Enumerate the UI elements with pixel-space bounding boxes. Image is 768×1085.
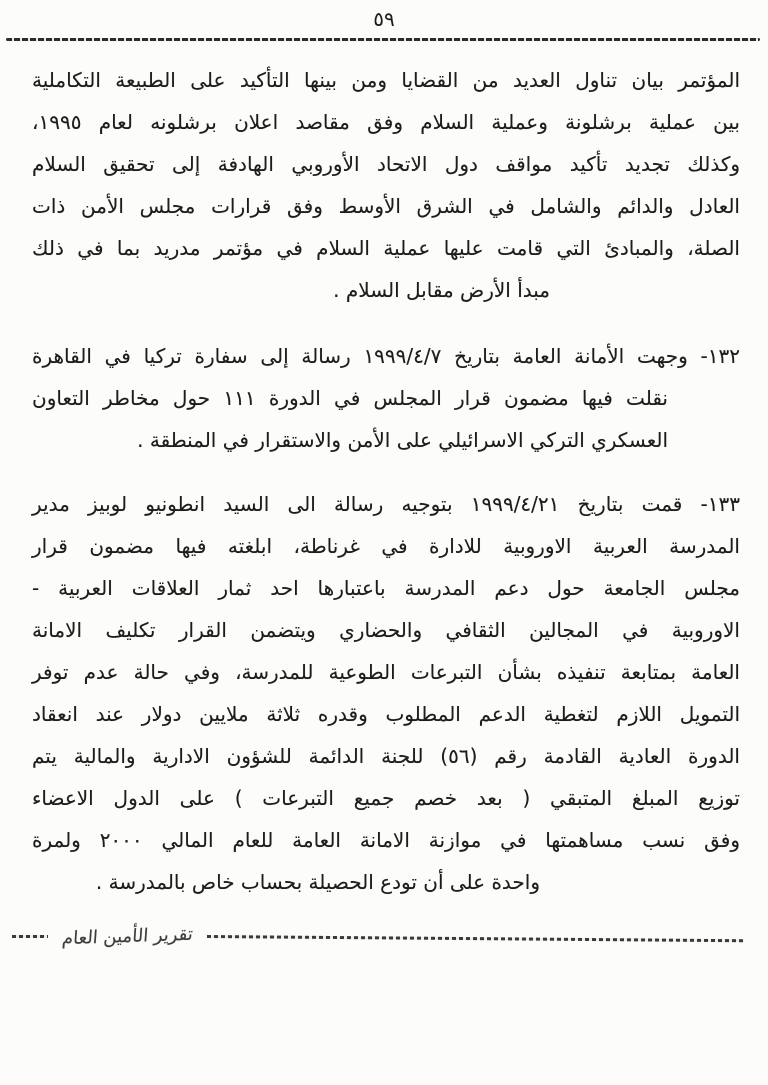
- paragraph-intro-continuation: [32, 59, 740, 311]
- footer-dashed-rule: [207, 935, 744, 942]
- text-line: وكذلك تجديد تأكيد مواقف دول الاتحاد الأوروبي الهادفة إلى تحقيق السلام: [32, 152, 740, 176]
- text-line: مبدأ الأرض مقابل السلام .: [333, 278, 550, 302]
- text-line: الاوروبية في المجالين الثقافي والحضاري ويتضمن القرار تكليف الامانة: [32, 618, 740, 642]
- text-line: المدرسة العربية الاوروبية للادارة في غرناطة، ابلغته فيها مضمون قرار: [32, 534, 740, 558]
- paragraph-item-133: [32, 483, 740, 903]
- paragraph-item-132: [32, 335, 740, 461]
- text-line: واحدة على أن تودع الحصيلة بحساب خاص بالمدرسة .: [95, 870, 540, 894]
- header-divider-line: [6, 38, 760, 41]
- text-line: بين عملية برشلونة وعملية السلام وفق مقاصد اعلان برشلونه لعام ١٩٩٥،: [32, 110, 740, 134]
- page-number: ٥٩: [373, 7, 395, 31]
- text-line: العامة بمتابعة تنفيذه بشأن التبرعات الطوعية للمدرسة، وفي حالة عدم توفر: [32, 660, 740, 684]
- footer-handwritten-caption: تقرير الأمين العام: [61, 923, 194, 950]
- text-line: التمويل اللازم لتغطية الدعم المطلوب وقدره ثلاثة ملايين دولار عند انعقاد: [32, 702, 740, 726]
- text-line: نقلت فيها مضمون قرار المجلس في الدورة ١١١ حول مخاطر التعاون: [32, 386, 669, 410]
- text-line: الصلة، والمبادئ التي قامت عليها عملية السلام في مؤتمر مدريد بما في ذلك: [32, 236, 740, 260]
- text-line: توزيع المبلغ المتبقي ( بعد خصم جميع التبرعات ) على الدول الاعضاء: [32, 786, 740, 810]
- text-line: ١٣٢- وجهت الأمانة العامة بتاريخ ١٩٩٩/٤/٧ رسالة إلى سفارة تركيا في القاهرة: [32, 344, 740, 368]
- text-line: مجلس الجامعة حول دعم المدرسة باعتبارها احد ثمار العلاقات العربية -: [32, 576, 740, 600]
- page-footer: [12, 923, 744, 950]
- text-line: وفق نسب مساهمتها في موازنة الامانة العامة للعام المالي ٢٠٠٠ ولمرة: [32, 828, 740, 852]
- text-line: العادل والدائم والشامل في الشرق الأوسط وفق قرارات مجلس الأمن ذات: [32, 194, 740, 218]
- text-line: ١٣٣- قمت بتاريخ ١٩٩٩/٤/٢١ بتوجيه رسالة الى السيد انطونيو لوبيز مدير: [32, 492, 740, 516]
- footer-left-dash: [12, 935, 48, 938]
- text-line: المؤتمر بيان تناول العديد من القضايا ومن بينها التأكيد على الطبيعة التكاملية: [32, 68, 740, 92]
- text-line: العسكري التركي الاسرائيلي على الأمن والاستقرار في المنطقة .: [137, 428, 668, 452]
- text-line: الدورة العادية القادمة رقم (٥٦) للجنة الدائمة للشؤون الادارية والمالية يتم: [32, 744, 740, 768]
